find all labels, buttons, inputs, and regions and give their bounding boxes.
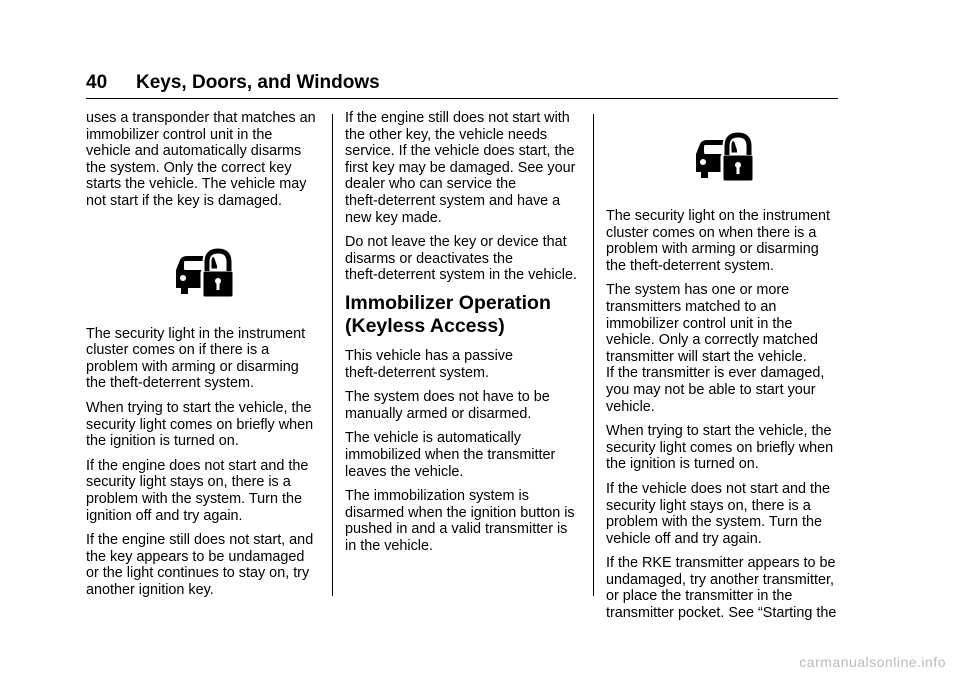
text-line: the theft-deterrent system.	[86, 375, 254, 392]
security-light-icon	[174, 248, 236, 300]
text-line: The vehicle is automatically	[345, 430, 521, 447]
text-line: cluster comes on when there is a	[606, 224, 817, 241]
text-line: problem with arming or disarming	[86, 358, 299, 375]
col1-paragraph	[86, 110, 326, 210]
text-line: the ignition is turned on.	[86, 433, 239, 450]
col1-paragraph	[86, 532, 326, 598]
column-1	[86, 110, 326, 606]
text-line: or the light continues to stay on, try	[86, 565, 310, 582]
page-header	[86, 72, 838, 94]
text-line: vehicle off and try again.	[606, 530, 762, 547]
col3-paragraph	[606, 555, 846, 621]
text-line: If the transmitter is ever damaged,	[606, 365, 825, 382]
text-line: leaves the vehicle.	[345, 463, 464, 480]
text-line: theft-deterrent system and have a	[345, 192, 561, 209]
text-line: security light stays on, there is a	[86, 474, 291, 491]
text-line: The system has one or more	[606, 282, 790, 299]
text-line: If the engine still does not start with	[345, 110, 570, 126]
text-line: transmitter will start the vehicle.	[606, 348, 807, 365]
col2-paragraph	[345, 430, 585, 480]
text-line: security light comes on briefly when	[86, 416, 314, 433]
text-line: pushed in and a valid transmitter is	[345, 521, 568, 538]
text-line: not start if the key is damaged.	[86, 192, 282, 209]
text-line: The security light in the instrument	[86, 325, 306, 342]
header-rule	[86, 98, 838, 99]
col2-paragraph	[345, 110, 585, 226]
col1-paragraph	[86, 400, 326, 450]
col3-paragraph	[606, 481, 846, 547]
text-line: vehicle.	[606, 398, 655, 415]
col2-paragraph	[345, 488, 585, 554]
col1-paragraph	[86, 458, 326, 524]
text-line: Do not leave the key or device that	[345, 234, 567, 251]
text-line: disarmed when the ignition button is	[345, 504, 575, 521]
text-line: vehicle and automatically disarms	[86, 143, 302, 160]
text-line: you may not be able to start your	[606, 381, 816, 398]
col3-paragraph	[606, 208, 846, 274]
text-line: vehicle. Only a correctly matched	[606, 332, 818, 349]
col3-paragraph	[606, 423, 846, 473]
text-line: another ignition key.	[86, 581, 214, 598]
text-line: When trying to start the vehicle, the	[606, 423, 832, 440]
text-line: starts the vehicle. The vehicle may	[86, 176, 307, 193]
text-line: The security light on the instrument	[606, 208, 830, 224]
text-line: The system does not have to be	[345, 389, 550, 406]
section-heading	[345, 292, 585, 338]
col1-paragraph	[86, 326, 326, 392]
text-line: cluster comes on if there is a	[86, 342, 270, 359]
text-line: in the vehicle.	[345, 537, 433, 554]
col3-paragraph	[606, 282, 846, 415]
text-line: dealer who can service the	[345, 176, 517, 193]
col2-paragraph	[345, 389, 585, 422]
text-line: immobilizer control unit in the	[606, 315, 793, 332]
text-line: theft-deterrent system.	[345, 364, 489, 381]
text-line: transmitter pocket. See “Starting the	[606, 605, 837, 622]
column-divider-1	[332, 114, 333, 596]
text-line: new key made.	[345, 209, 442, 226]
text-line: uses a transponder that matches an	[86, 110, 316, 126]
text-line: When trying to start the vehicle, the	[86, 399, 312, 416]
text-line: If the engine still does not start, and	[86, 532, 314, 549]
text-line: security light comes on briefly when	[606, 439, 834, 456]
text-line: If the vehicle does not start and the	[606, 480, 830, 497]
text-line: theft-deterrent system in the vehicle.	[345, 267, 577, 284]
security-light-icon	[694, 132, 756, 184]
column-2	[345, 110, 585, 562]
page-number: 40	[86, 72, 108, 93]
text-line: immobilizer control unit in the	[86, 126, 273, 143]
text-line: If the engine does not start and the	[86, 457, 309, 474]
heading-line: Immobilizer Operation	[345, 291, 551, 314]
text-line: manually armed or disarmed.	[345, 405, 532, 422]
column-3	[606, 110, 846, 630]
text-line: ignition off and try again.	[86, 507, 243, 524]
text-line: the system. Only the correct key	[86, 159, 292, 176]
heading-line: (Keyless Access)	[345, 314, 505, 337]
text-line: If the RKE transmitter appears to be	[606, 555, 836, 572]
section-title: Keys, Doors, and Windows	[136, 72, 380, 93]
text-line: The immobilization system is	[345, 488, 529, 505]
text-line: the theft-deterrent system.	[606, 257, 774, 274]
text-line: immobilized when the transmitter	[345, 446, 556, 463]
col2-paragraph	[345, 234, 585, 284]
text-line: the key appears to be undamaged	[86, 548, 305, 565]
text-line: first key may be damaged. See your	[345, 159, 576, 176]
text-line: This vehicle has a passive	[345, 347, 513, 364]
text-line: or place the transmitter in the	[606, 588, 793, 605]
column-divider-2	[593, 114, 594, 596]
col2-paragraph	[345, 348, 585, 381]
text-line: the other key, the vehicle needs	[345, 126, 548, 143]
text-line: transmitters matched to an	[606, 298, 777, 315]
text-line: security light stays on, there is a	[606, 497, 811, 514]
text-line: problem with the system. Turn the	[86, 490, 302, 507]
text-line: service. If the vehicle does start, the	[345, 143, 575, 160]
watermark: carmanualsonline.info	[799, 654, 946, 670]
text-line: problem with arming or disarming	[606, 241, 819, 258]
text-line: disarms or deactivates the	[345, 250, 513, 267]
text-line: the ignition is turned on.	[606, 456, 759, 473]
text-line: undamaged, try another transmitter,	[606, 571, 834, 588]
text-line: problem with the system. Turn the	[606, 514, 822, 531]
